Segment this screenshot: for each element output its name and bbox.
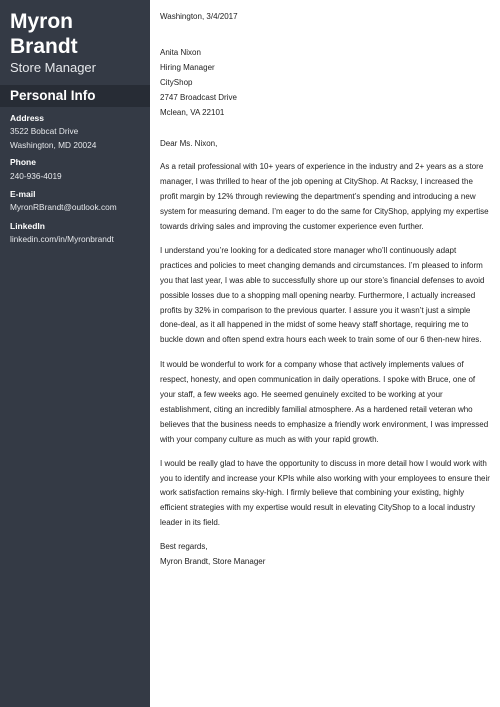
candidate-first-name: Myron [10, 10, 73, 33]
phone-value: 240-936-4019 [10, 171, 62, 181]
recipient-block [160, 46, 490, 121]
letter-salutation: Dear Ms. Nixon, [160, 139, 218, 149]
address-line1: 3522 Bobcat Drive [10, 126, 79, 136]
linkedin-value: linkedin.com/in/Myronbrandt [10, 234, 114, 244]
letter-closing: Best regards, [160, 542, 208, 552]
email-value: MyronRBrandt@outlook.com [10, 202, 117, 212]
letter-signature: Myron Brandt, Store Manager [160, 557, 266, 567]
sidebar [0, 0, 150, 707]
section-header-personal-info [0, 85, 150, 107]
email-label: E-mail [10, 189, 36, 199]
recipient-title: Hiring Manager [160, 62, 215, 72]
candidate-name [10, 9, 78, 59]
candidate-last-name: Brandt [10, 35, 78, 58]
letter-paragraph-2: I understand you’re looking for a dedicated store manager who’ll continuously adapt practices and policies to meet changing demands and circumstances. I’m pleased to inform you that last year, I was able to successfully shore up our store’s financial defenses to avoid possible losses due to a shopping mall opening nearby. Furthermore, I actually increased profits by 32% in comparison to the previous quarter. I assure you it wasn’t just a simple done-deal, as it all happened in the midst of some heavy staff shortage, requiring me to buckle down and often spend extra hours each week to train some of our 6 then-new hires. [160, 245, 485, 345]
linkedin-label: LinkedIn [10, 221, 45, 231]
recipient-city: Mclean, VA 22101 [160, 107, 225, 117]
recipient-name: Anita Nixon [160, 47, 201, 57]
address-label: Address [10, 113, 45, 123]
letter-paragraph-1: As a retail professional with 10+ years of experience in the industry and 2+ years as a store manager, I was thrilled to hear of the job opening at CityShop. At Racksy, I increased the profit margin by 12% through reviewing the department’s spending and introducing a new system for measuring demand. I’m eager to do the same for CityShop, applying my expertise towards driving sales and improving the customer experience even further. [160, 162, 489, 231]
address-line2: Washington, MD 20024 [10, 140, 97, 150]
letter-signoff [160, 540, 490, 570]
phone-label: Phone [10, 157, 36, 167]
letter-paragraph-4: I would be really glad to have the opportunity to discuss in more detail how I would work with you to identify and increase your KPIs while also working with your employees to ensure their work satisfaction remains sky-high. I firmly believe that combining your existing, highly efficient strategies with my expertise would result in elevating CityShop to a local industry leader in its field. [160, 458, 490, 528]
letter-date: Washington, 3/4/2017 [160, 12, 238, 21]
cover-letter-body [160, 10, 490, 570]
candidate-role: Store Manager [10, 60, 96, 75]
section-title: Personal Info [10, 88, 96, 103]
letter-paragraph-3: It would be wonderful to work for a company whose that actively implements values of respect, honesty, and open communication in daily operations. I spoke with Bruce, one of your staff, a few weeks ago. He seemed genuinely excited to be working at your establishment, citing an incredibly familial atmosphere. As a hardened retail veteran who believes that the business needs to emphasize a friendly work environment, I was impressed with your company culture as much as with your rapid growth. [160, 360, 489, 444]
recipient-street: 2747 Broadcast Drive [160, 92, 237, 102]
recipient-company: CityShop [160, 77, 193, 87]
